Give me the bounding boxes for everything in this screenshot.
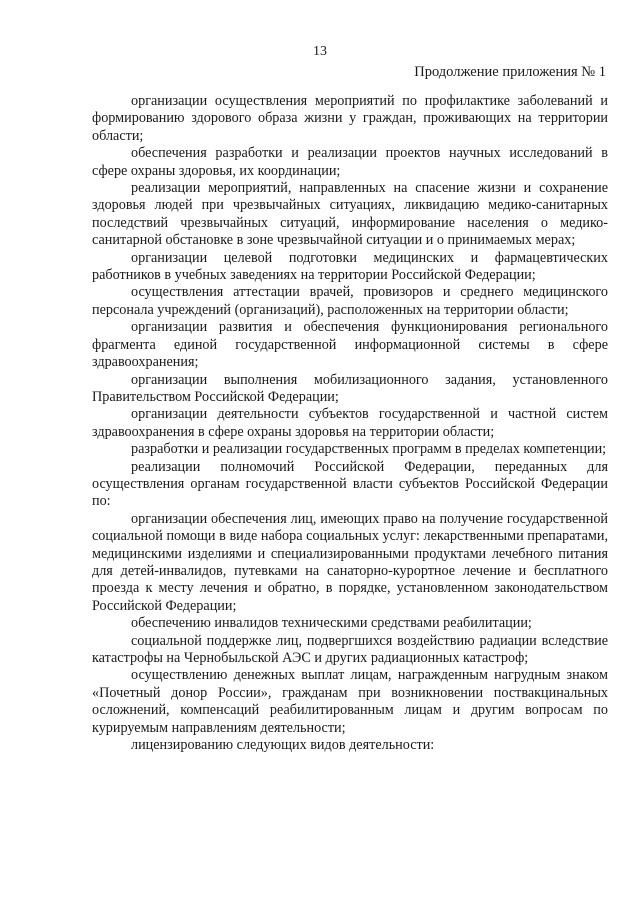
paragraph: социальной поддержке лиц, подвергшихся воздействию радиации вследствие катастрофы на Чернобыльской АЭС и других радиационных катастроф; [92,632,608,666]
paragraph: обеспечению инвалидов техническими средствами реабилитации; [131,615,532,632]
paragraph: организации осуществления мероприятий по профилактике заболеваний и формированию здорового образа жизни у граждан, проживающих на территории области; [92,93,608,144]
continuation-label: Продолжение приложения № 1 [414,64,606,80]
paragraph: организации целевой подготовки медицинских и фармацевтических работников в учебных заведениях на территории Российской Федерации; [92,249,608,284]
paragraph: организации деятельности субъектов государственной и частной систем здравоохранения в сфере охраны здоровья на территории области; [92,406,608,440]
paragraph: обеспечения разработки и реализации проектов научных исследований в сфере охраны здоровья, их координации; [92,145,608,179]
paragraph: осуществлению денежных выплат лицам, награжденным нагрудным знаком «Почетный донор России», гражданам при возникновении поствакцинальных осложнений, компенсаций реабилитированным лицам и другим вопросам по курируемым направлениям деятельности; [92,667,608,736]
page-number: 13 [313,44,327,59]
paragraph: организации выполнения мобилизационного задания, установленного Правительством Российской Федерации; [92,371,608,405]
paragraph: лицензированию следующих видов деятельности: [131,737,435,754]
document-body [92,93,608,754]
paragraph: реализации мероприятий, направленных на спасение жизни и сохранение здоровья людей при чрезвычайных ситуациях, ликвидацию медико-санитарных последствий чрезвычайных ситуаций, информирование населения о медико-санитарной обстановке в зоне чрезвычайной ситуации и о принимаемых мерах; [92,180,608,249]
paragraph: организации развития и обеспечения функционирования регионального фрагмента единой государственной информационной системы в сфере здравоохранения; [92,319,608,371]
paragraph: осуществления аттестации врачей, провизоров и среднего медицинского персонала учреждений (организаций), расположенных на территории области; [92,284,608,318]
paragraph: реализации полномочий Российской Федерации, переданных для осуществления органам государственной власти субъектов Российской Федерации по: [92,458,608,510]
paragraph: разработки и реализации государственных программ в пределах компетенции; [131,441,607,458]
paragraph: организации обеспечения лиц, имеющих право на получение государственной социальной помощи в виде набора социальных услуг: лекарственными препаратами, медицинскими изделиями и специализированными продуктами лечебного питания для детей-инвалидов, путевками на санаторно-курортное лечение и бесплатного проезда к месту лечения и обратно, в порядке, установленном законодательством Российской Федерации; [92,510,608,614]
